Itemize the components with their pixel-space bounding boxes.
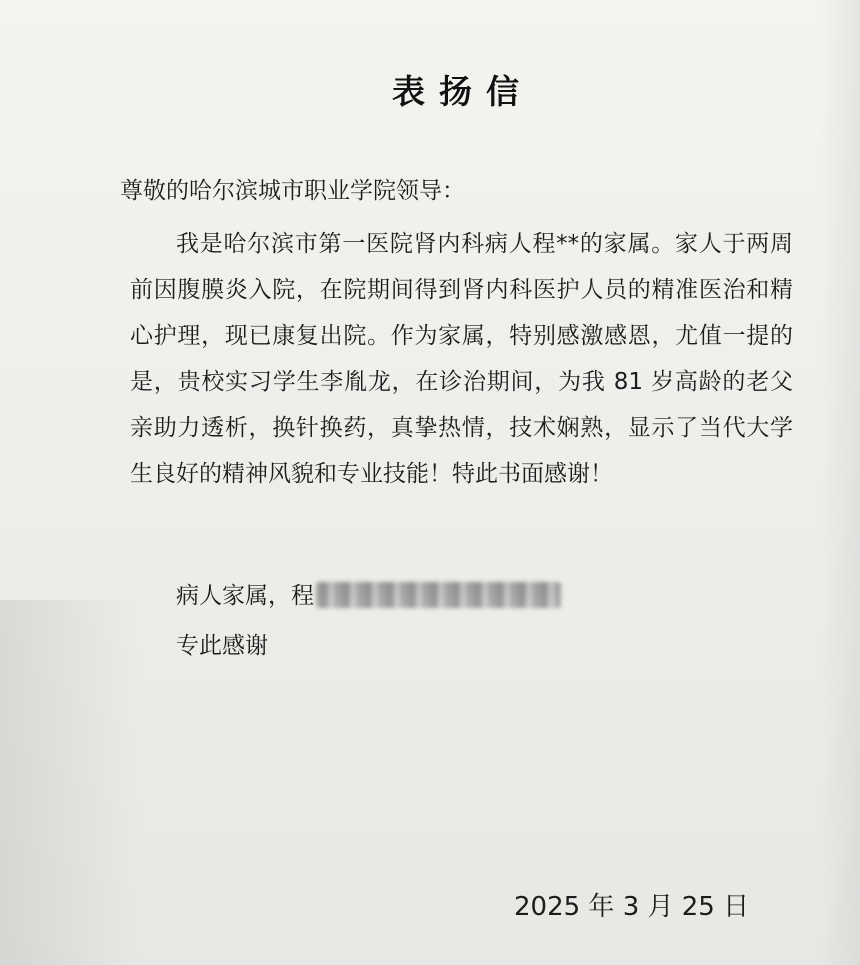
page-shadow (0, 600, 140, 965)
letter-closing: 专此感谢 (176, 633, 268, 659)
page-shadow-right (820, 0, 860, 965)
signature-prefix: 病人家属，程 (176, 583, 314, 609)
letter-title: 表扬信 (392, 72, 533, 111)
redacted-name-block (316, 582, 561, 608)
letter-date: 2025 年 3 月 25 日 (514, 892, 750, 922)
letter-salutation: 尊敬的哈尔滨城市职业学院领导： (120, 178, 465, 204)
letter-body: 我是哈尔滨市第一医院肾内科病人程**的家属。家人于两周前因腹膜炎入院，在院期间得到肾内科医护人员的精准医治和精心护理，现已康复出院。作为家属，特别感激感恩，尤值一提的是，贵校实习学生李胤龙，在诊治期间，为我 81 岁高龄的老父亲助力透析，换针换药，真挚热情，技术娴熟，显示了当代大学生良好的精神风貌和专业技能！特此书面感谢！ (130, 231, 793, 487)
signature-line (176, 577, 561, 610)
